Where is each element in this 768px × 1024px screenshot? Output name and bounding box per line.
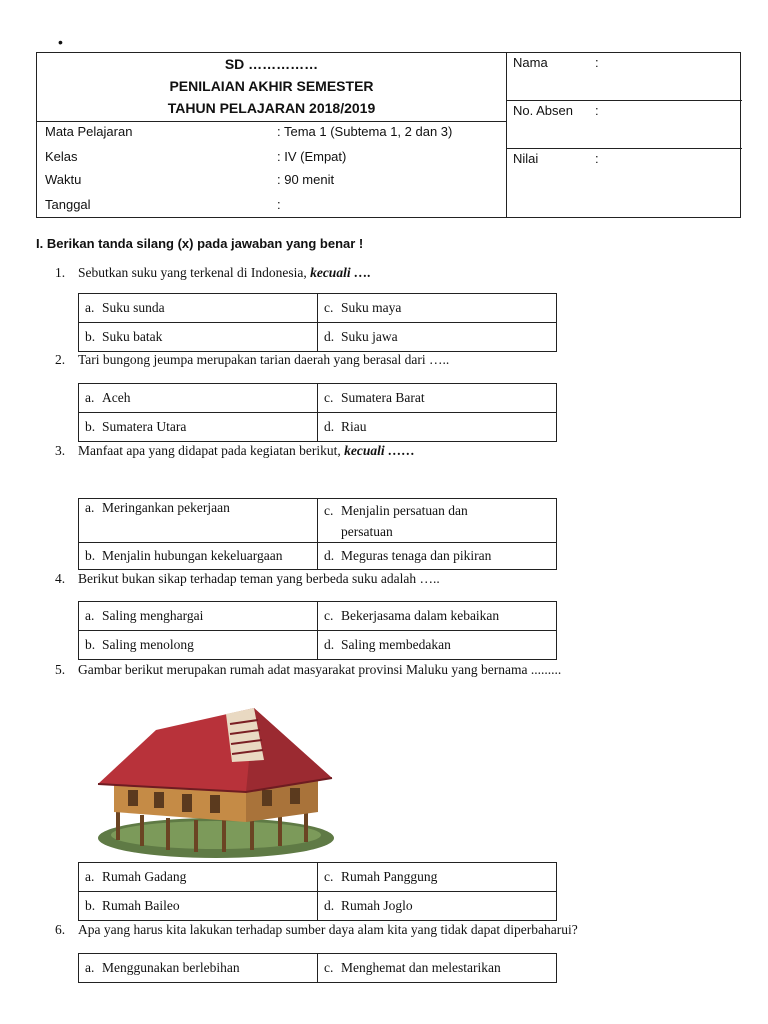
option-text: Saling menolong (102, 637, 194, 652)
option-c[interactable] (318, 863, 557, 892)
option-text: Saling menghargai (102, 608, 204, 623)
question-text-main: Manfaat apa yang didapat pada kegiatan berikut, (78, 443, 341, 458)
date-value: : (277, 197, 281, 212)
option-letter: a. (85, 390, 95, 405)
option-letter: b. (85, 329, 96, 344)
time-label: Waktu (45, 172, 82, 187)
option-letter: a. (85, 869, 95, 884)
question-1 (0, 265, 768, 285)
option-letter: d. (324, 548, 335, 563)
class-label: Kelas (45, 149, 78, 164)
question-6 (0, 922, 768, 942)
score-label: Nilai (513, 151, 539, 166)
question-number: 3. (55, 443, 66, 458)
option-text: Sumatera Barat (341, 390, 425, 405)
options-table-1 (78, 293, 557, 352)
question-number: 4. (55, 571, 66, 586)
option-a[interactable] (79, 384, 318, 413)
question-text: Berikut bukan sikap terhadap teman yang berbeda suku adalah ….. (78, 571, 440, 586)
time-value: : 90 menit (277, 172, 335, 187)
option-text: Riau (341, 419, 367, 434)
section-instruction: I. Berikan tanda silang (x) pada jawaban yang benar ! (36, 236, 364, 251)
option-text: Aceh (102, 390, 131, 405)
option-c[interactable] (318, 499, 557, 543)
question-3 (0, 443, 768, 463)
name-colon: : (595, 55, 599, 70)
question-emphasis: kecuali …… (344, 443, 416, 458)
options-table-5 (78, 862, 557, 921)
option-letter: c. (324, 608, 334, 623)
option-c[interactable] (318, 602, 557, 631)
option-d[interactable] (318, 323, 557, 352)
score-colon: : (595, 151, 599, 166)
options-table-3 (78, 498, 557, 570)
class-value: : IV (Empat) (277, 149, 347, 164)
question-number: 2. (55, 352, 66, 367)
option-text: Menggunakan berlebihan (102, 960, 240, 975)
name-field[interactable] (507, 53, 742, 101)
option-text: Rumah Joglo (341, 898, 413, 913)
option-text: Sumatera Utara (102, 419, 187, 434)
option-text: Menghemat dan melestarikan (341, 960, 501, 975)
option-c[interactable] (318, 954, 557, 983)
options-table-6 (78, 953, 557, 983)
option-d[interactable] (318, 413, 557, 442)
option-letter: c. (324, 960, 334, 975)
option-b[interactable] (79, 892, 318, 921)
option-letter: a. (85, 300, 95, 315)
question-text: Gambar berikut merupakan rumah adat masyarakat provinsi Maluku yang bernama ......... (78, 662, 562, 677)
school-year: TAHUN PELAJARAN 2018/2019 (167, 100, 376, 116)
absen-colon: : (595, 103, 599, 118)
option-letter: d. (324, 329, 335, 344)
option-text: Rumah Baileo (102, 898, 180, 913)
subject-value: : Tema 1 (Subtema 1, 2 dan 3) (277, 124, 453, 139)
option-b[interactable] (79, 631, 318, 660)
question-number: 5. (55, 662, 66, 677)
absen-field[interactable] (507, 101, 742, 149)
option-a[interactable] (79, 863, 318, 892)
option-d[interactable] (318, 631, 557, 660)
option-letter: d. (324, 898, 335, 913)
option-text-cont: persatuan (341, 524, 393, 539)
question-text: Tari bungong jeumpa merupakan tarian daerah yang berasal dari ….. (78, 352, 450, 367)
question-text: Apa yang harus kita lakukan terhadap sumber daya alam kita yang tidak dapat diperbaharui? (78, 922, 578, 937)
option-text: Bekerjasama dalam kebaikan (341, 608, 500, 623)
question-number: 1. (55, 265, 66, 280)
option-letter: b. (85, 898, 96, 913)
option-b[interactable] (79, 413, 318, 442)
option-letter: d. (324, 637, 335, 652)
date-label: Tanggal (45, 197, 91, 212)
option-letter: c. (324, 503, 334, 518)
option-b[interactable] (79, 323, 318, 352)
school-name: SD …………… (224, 56, 319, 72)
options-table-2 (78, 383, 557, 442)
option-c[interactable] (318, 384, 557, 413)
option-text: Menjalin persatuan dan (341, 503, 468, 518)
option-letter: a. (85, 608, 95, 623)
question-5 (0, 662, 768, 682)
option-text: Suku jawa (341, 329, 398, 344)
absen-label: No. Absen (513, 103, 573, 118)
option-text: Suku batak (102, 329, 163, 344)
option-text: Rumah Panggung (341, 869, 438, 884)
question-emphasis: kecuali …. (310, 265, 371, 280)
option-text: Meguras tenaga dan pikiran (341, 548, 492, 563)
option-c[interactable] (318, 294, 557, 323)
option-text: Menjalin hubungan kekeluargaan (102, 548, 283, 563)
options-table-4 (78, 601, 557, 660)
option-letter: b. (85, 548, 96, 563)
question-number: 6. (55, 922, 66, 937)
bullet: • (58, 34, 63, 50)
option-letter: a. (85, 960, 95, 975)
option-d[interactable] (318, 892, 557, 921)
exam-info (37, 122, 507, 218)
option-b[interactable] (79, 543, 318, 570)
subject-label: Mata Pelajaran (45, 124, 133, 139)
option-a[interactable] (79, 954, 318, 983)
exam-title-block (37, 53, 507, 122)
option-text: Meringankan pekerjaan (102, 500, 230, 515)
option-letter: c. (324, 390, 334, 405)
option-letter: c. (324, 300, 334, 315)
exam-title: PENILAIAN AKHIR SEMESTER (169, 78, 374, 94)
option-letter: b. (85, 637, 96, 652)
option-text: Suku maya (341, 300, 402, 315)
option-text: Suku sunda (102, 300, 165, 315)
question-text-main: Sebutkan suku yang terkenal di Indonesia, (78, 265, 307, 280)
option-text: Saling membedakan (341, 637, 451, 652)
option-a[interactable] (79, 294, 318, 323)
question-4 (0, 571, 768, 591)
option-letter: a. (85, 500, 95, 515)
option-d[interactable] (318, 543, 557, 570)
option-letter: b. (85, 419, 96, 434)
question-2 (0, 352, 768, 372)
question-text (78, 443, 415, 459)
option-text: Rumah Gadang (102, 869, 187, 884)
score-field[interactable] (507, 149, 742, 218)
exam-header (36, 52, 741, 218)
option-letter: c. (324, 869, 334, 884)
option-a[interactable] (79, 499, 318, 543)
traditional-house-icon (96, 700, 336, 860)
option-letter: d. (324, 419, 335, 434)
name-label: Nama (513, 55, 548, 70)
question-text (78, 265, 371, 281)
option-a[interactable] (79, 602, 318, 631)
